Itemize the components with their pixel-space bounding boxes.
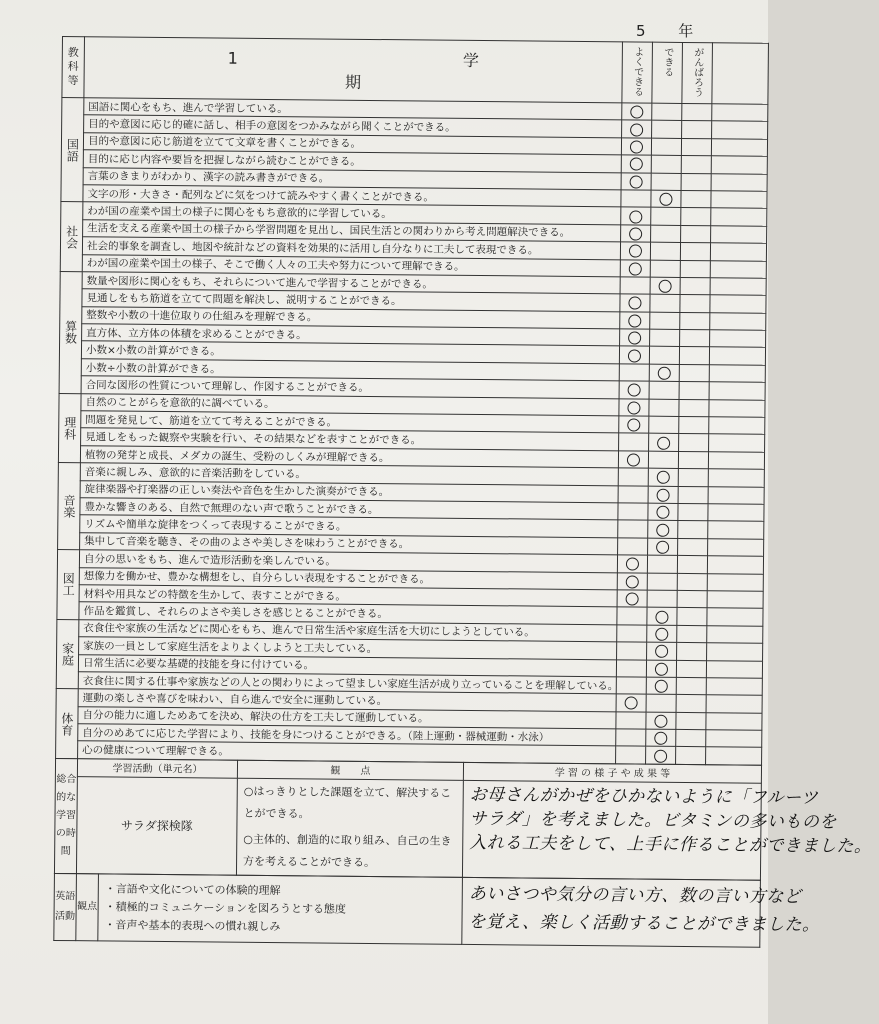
evaluation-sheet [53,36,872,948]
mark-cell-good [620,312,650,330]
english-point-3: ・音声や基本的表現への慣れ親しみ [104,918,281,933]
blank-cell [709,399,765,417]
mark-cell-try [680,295,710,313]
mark-cell-good [621,207,651,225]
header-col-good: よくできる [622,42,653,103]
mark-cell-ok [646,694,676,712]
mark-cell-ok [652,121,682,139]
mark-cell-good [618,503,648,521]
mark-cell-good [620,242,650,260]
mark-cell-ok [647,642,677,660]
mark-cell-ok [647,590,677,608]
blank-cell [708,486,764,504]
mark-cell-try [677,643,707,661]
blank-cell [710,278,766,296]
blank-cell [711,208,767,226]
mark-cell-good [616,659,646,677]
evaluation-item-text: 心の健康について理解できる。 [78,741,616,764]
integrated-view-header: 観 点 [237,760,463,780]
evaluation-item-text: 自分の能力に適しためあてを決め、解決の仕方を工夫して運動している。 [78,706,616,729]
mark-cell-try [677,573,707,591]
mark-cell-ok [650,277,680,295]
blank-cell [707,573,763,591]
circle-mark [630,123,643,136]
evaluation-item-text: 衣食住に関する仕事や家族などの人との関わりによって望ましい家庭生活が成り立っていることを理解している。 [78,672,616,695]
mark-cell-ok [650,312,680,330]
circle-mark [627,401,640,414]
integrated-view-2: ○主体的、創造的に取り組み、自己の生き方を考えることができる。 [243,832,452,869]
evaluation-item-text: 合同な図形の性質について理解し、作図することができる。 [81,376,619,399]
evaluation-item-text: 植物の発芽と成長、メダカの誕生、受粉のしくみが理解できる。 [80,446,618,469]
mark-cell-ok [650,294,680,312]
evaluation-item-text: 見通しをもった観察や実験を行い、その結果などを表すことができる。 [81,428,619,451]
mark-cell-ok [646,677,676,695]
evaluation-item-text: わが国の産業や国土の様子に関心をもち意欲的に学習している。 [83,202,621,225]
evaluation-item-text: 作品を鑑賞し、それらのよさや美しさを感じとることができる。 [79,602,617,625]
mark-cell-try [676,695,706,713]
evaluation-item-text: 国語に関心をもち、進んで学習している。 [84,98,622,121]
evaluation-item-text: 社会的事象を調査し、地図や統計などの資料を効果的に活用し自分なりに工夫して表現できる。 [82,237,620,260]
circle-mark [657,489,670,502]
mark-cell-try [679,399,709,417]
mark-cell-try [676,712,706,730]
mark-cell-ok [649,434,679,452]
circle-mark [628,349,641,362]
integrated-label: 総合的な学習の時間 [54,758,77,873]
blank-cell [710,312,766,330]
circle-mark [630,140,643,153]
circle-mark [656,541,669,554]
mark-cell-try [682,103,712,121]
circle-mark [628,297,641,310]
mark-cell-good [616,694,646,712]
evaluation-item-text: 直方体、立方体の体積を求めることができる。 [82,324,620,347]
circle-mark [628,332,641,345]
blank-cell [708,452,764,470]
integrated-comment-line-2: サラダ」を考えました。ビタミンの多いものを [469,808,837,833]
mark-cell-good [619,381,649,399]
mark-cell-try [678,486,708,504]
blank-cell [709,417,765,435]
circle-mark [656,506,669,519]
mark-cell-try [682,121,712,139]
circle-mark [629,227,642,240]
mark-cell-good [617,555,647,573]
circle-mark [627,419,640,432]
mark-cell-ok [651,225,681,243]
mark-cell-good [621,155,651,173]
blank-cell [711,191,767,209]
mark-cell-good [619,416,649,434]
blank-cell [706,660,762,678]
evaluation-item-text: 日常生活に必要な基礎的技能を身に付けている。 [78,654,616,677]
subject-name: 国語 [61,98,84,203]
evaluation-item-text: 数量や図形に関心をもち、それらについて進んで学習することができる。 [82,272,620,295]
circle-mark [658,367,671,380]
mark-cell-try [681,173,711,191]
grade-label: 5 年 [636,22,708,40]
blank-cell [707,591,763,609]
subject-name: 社会 [60,202,83,272]
mark-cell-ok [647,573,677,591]
circle-mark [659,193,672,206]
blank-cell [706,747,762,765]
mark-cell-try [677,608,707,626]
mark-cell-try [678,503,708,521]
subject-name: 理科 [58,393,81,463]
mark-cell-ok [650,242,680,260]
evaluation-item-text: 音楽に親しみ、意欲的に音楽活動をしている。 [80,463,618,486]
mark-cell-good [618,468,648,486]
blank-cell [710,260,766,278]
mark-cell-try [680,330,710,348]
evaluation-item-text: 運動の楽しさや喜びを味わい、自ら進んで安全に運動している。 [78,689,616,712]
evaluation-item-text: 目的や意図に応じ的確に話し、相手の意図をつかみながら聞くことができる。 [84,115,622,138]
circle-mark [626,575,639,588]
blank-cell [709,434,765,452]
mark-cell-try [676,747,706,765]
mark-cell-ok [648,503,678,521]
blank-cell [711,139,767,157]
evaluation-item-text: 自然のことがらを意欲的に調べている。 [81,393,619,416]
mark-cell-good [619,346,649,364]
blank-cell [711,225,767,243]
english-comment [462,877,820,947]
subject-name: 体育 [56,689,79,759]
mark-cell-ok [648,538,678,556]
mark-cell-good [617,572,647,590]
header-col-try: がんばろう [682,42,713,103]
mark-cell-good [622,120,652,138]
english-comment-line-1: あいさつや気分の言い方、数の言い方など [468,883,802,907]
circle-mark [626,593,639,606]
blank-cell [707,625,763,643]
blank-cell [707,556,763,574]
blank-cell [709,347,765,365]
mark-cell-try [676,729,706,747]
mark-cell-try [678,521,708,539]
mark-cell-try [679,416,709,434]
circle-mark [657,471,670,484]
mark-cell-try [678,538,708,556]
mark-cell-try [678,451,708,469]
mark-cell-ok [648,451,678,469]
english-comment-line-2: を覚え、楽しく活動することができました。 [468,911,820,936]
mark-cell-try [678,469,708,487]
evaluation-item-text: 文字の形・大きさ・配列などに気をつけて読みやすく書くことができる。 [83,185,621,208]
mark-cell-good [620,277,650,295]
subject-name: 家庭 [56,619,79,689]
mark-cell-good [617,625,647,643]
blank-cell [710,243,766,261]
evaluation-item-text: 集中して音楽を聴き、その曲のよさや美しさを味わうことができる。 [80,532,618,555]
evaluation-item-text: 目的に応じ内容や要旨を把握しながら読むことができる。 [83,150,621,173]
blank-cell [711,156,767,174]
mark-cell-try [680,312,710,330]
mark-cell-try [680,243,710,261]
circle-mark [654,715,667,728]
mark-cell-ok [647,625,677,643]
mark-cell-good [616,746,646,764]
blank-cell [706,678,762,696]
circle-mark [629,210,642,223]
mark-cell-good [618,485,648,503]
mark-cell-try [677,625,707,643]
blank-cell [711,173,767,191]
english-view-label: 観点 [76,874,99,941]
integrated-view-1: ○はっきりとした課題を立て、解決することができる。 [243,784,452,821]
evaluation-item-text: 材料や用具などの特徴を生かして、表すことができる。 [79,585,617,608]
mark-cell-good [616,677,646,695]
mark-cell-good [619,364,649,382]
mark-cell-good [619,399,649,417]
mark-cell-try [681,208,711,226]
mark-cell-good [616,729,646,747]
mark-cell-ok [648,521,678,539]
evaluation-item-text: 小数÷小数の計算ができる。 [81,359,619,382]
mark-cell-try [681,138,711,156]
evaluation-item-text: 自分のめあてに応じた学習により、技能を身につけることができる。（陸上運動・器械運動・水泳） [78,724,616,747]
evaluation-item-text: 想像力を働かせ、豊かな構想をし、自分らしい表現をすることができる。 [79,567,617,590]
mark-cell-ok [649,416,679,434]
mark-cell-ok [651,138,681,156]
mark-cell-good [621,225,651,243]
subject-name: 算数 [59,271,82,393]
evaluation-item-text: 問題を発見して、筋道を立てて考えることができる。 [81,411,619,434]
mark-cell-good [621,138,651,156]
mark-cell-try [676,660,706,678]
mark-cell-try [677,590,707,608]
blank-cell [706,730,762,748]
blank-cell [712,121,768,139]
evaluation-item-text: リズムや簡単な旋律をつくって表現することができる。 [80,515,618,538]
evaluation-item-text: 旋律楽器や打楽器の正しい奏法や音色を生かした演奏ができる。 [80,480,618,503]
circle-mark [630,106,643,119]
mark-cell-ok [649,381,679,399]
mark-cell-good [620,259,650,277]
integrated-result-header: 学 習 の 様 子 や 成 果 等 [463,762,761,783]
mark-cell-good [617,607,647,625]
english-points [98,874,463,944]
blank-cell [710,330,766,348]
mark-cell-good [622,103,652,121]
blank-cell [706,712,762,730]
circle-mark [657,436,670,449]
evaluation-item-text: 目的や意図に応じ筋道を立てて文章を書くことができる。 [83,132,621,155]
mark-cell-good [616,712,646,730]
mark-cell-try [679,434,709,452]
circle-mark [656,523,669,536]
mark-cell-ok [651,173,681,191]
mark-cell-good [621,172,651,190]
integrated-views [236,778,463,877]
english-label: 英語活動 [54,873,77,940]
header-col-ok: できる [652,42,683,103]
mark-cell-good [618,538,648,556]
mark-cell-try [676,677,706,695]
integrated-comment-line-3: 入れる工夫をして、上手に作ることができました。 [469,832,872,857]
circle-mark [655,610,668,623]
mark-cell-ok [650,329,680,347]
blank-cell [710,295,766,313]
header-subject: 教科等 [62,37,85,98]
circle-mark [628,314,641,327]
circle-mark [629,262,642,275]
blank-cell [708,521,764,539]
mark-cell-good [621,190,651,208]
mark-cell-good [618,520,648,538]
mark-cell-ok [652,103,682,121]
mark-cell-ok [650,260,680,278]
mark-cell-try [681,156,711,174]
evaluation-item-text: 衣食住や家族の生活などに関心をもち、進んで日常生活や家庭生活を大切にしようとしている。 [79,619,617,642]
evaluation-item-text: 整数や小数の十進位取りの仕組みを理解できる。 [82,306,620,329]
circle-mark [654,732,667,745]
mark-cell-ok [648,468,678,486]
mark-cell-try [680,277,710,295]
mark-cell-ok [649,347,679,365]
mark-cell-good [618,451,648,469]
blank-cell [707,643,763,661]
evaluation-item-text: 言葉のきまりがわかり、漢字の読み書きができる。 [83,167,621,190]
circle-mark [625,697,638,710]
mark-cell-ok [651,155,681,173]
blank-cell [707,608,763,626]
english-point-2: ・積極的コミュニケーションを図ろうとする態度 [104,900,347,916]
circle-mark [628,384,641,397]
evaluation-rows [56,98,768,766]
mark-cell-good [617,642,647,660]
subject-evaluation-table [55,36,769,766]
mark-cell-ok [648,486,678,504]
evaluation-item-text: 自分の思いをもち、進んで造形活動を楽しんでいる。 [79,550,617,573]
mark-cell-ok [647,607,677,625]
integrated-activity-name: サラダ探検隊 [76,777,237,876]
header-term-title: 1 学期 [84,37,623,103]
mark-cell-good [617,590,647,608]
mark-cell-good [619,433,649,451]
mark-cell-ok [649,399,679,417]
evaluation-item-text: 生活を支える産業や国土の様子から学習問題を見出し、国民生活との関わりから考え問題解決できる。 [83,219,621,242]
english-point-1: ・言語や文化についての体験的理解 [104,882,281,897]
mark-cell-ok [647,555,677,573]
circle-mark [655,628,668,641]
circle-mark [659,280,672,293]
mark-cell-try [677,556,707,574]
circle-mark [630,175,643,188]
circle-mark [627,453,640,466]
mark-cell-ok [646,747,676,765]
subject-name: 音楽 [58,463,81,550]
mark-cell-ok [651,190,681,208]
circle-mark [655,662,668,675]
mark-cell-ok [646,729,676,747]
mark-cell-ok [649,364,679,382]
integrated-activity-header: 学習活動（単元名） [77,759,237,779]
blank-cell [708,469,764,487]
circle-mark [654,749,667,762]
evaluation-item-text: わが国の産業や国土の様子、そこで働く人々の工夫や努力について理解できる。 [82,254,620,277]
subject-name: 図工 [57,550,80,620]
blank-cell [709,365,765,383]
mark-cell-good [620,294,650,312]
mark-cell-try [679,364,709,382]
circle-mark [626,558,639,571]
blank-cell [706,695,762,713]
mark-cell-ok [651,208,681,226]
mark-cell-ok [646,660,676,678]
blank-cell [708,504,764,522]
mark-cell-try [679,382,709,400]
mark-cell-try [680,260,710,278]
blank-cell [709,382,765,400]
circle-mark [629,245,642,258]
mark-cell-ok [646,712,676,730]
integrated-comment-line-1: お母さんがかぜをひかないように「フルーツ [469,784,819,809]
english-activity-table [53,873,820,948]
evaluation-item-text: 豊かな響きのある、自然で無理のない声で歌うことができる。 [80,498,618,521]
integrated-study-table [54,758,872,881]
header-blank [712,43,769,105]
circle-mark [630,158,643,171]
mark-cell-try [681,225,711,243]
evaluation-item-text: 家族の一員として家庭生活をよりよくしようと工夫している。 [79,637,617,660]
mark-cell-try [681,190,711,208]
evaluation-item-text: 見通しをもち筋道を立てて問題を解決し、説明することができる。 [82,289,620,312]
blank-cell [712,104,768,122]
circle-mark [655,680,668,693]
mark-cell-try [679,347,709,365]
mark-cell-good [620,329,650,347]
integrated-comment [462,780,872,880]
circle-mark [655,645,668,658]
blank-cell [708,538,764,556]
evaluation-item-text: 小数×小数の計算ができる。 [81,341,619,364]
